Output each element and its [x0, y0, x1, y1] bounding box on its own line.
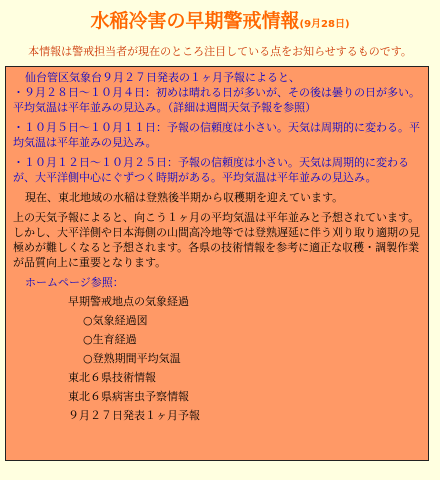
link-tech-info[interactable]: 東北６県技術情報 — [68, 371, 156, 384]
crop-status-note: 現在、東北地域の水稲は登熟後半期から収穫期を迎えています。 — [25, 191, 344, 204]
link-monthly-forecast[interactable]: ９月２７日発表１ヶ月予報 — [68, 409, 200, 422]
intro-notice: 本情報は警戒担当者が現在のところ注目している点をお知らせするものです。 — [28, 45, 412, 58]
homepage-reference-label: ホームページ参照： — [25, 276, 124, 289]
forecast-period-1: ・９月２８日～１０月４日：初めは晴れる日が多いが、その後は曇りの日が多い。平均気温は平年並みの見込み。（詳細は週間天気予報を参照） — [13, 86, 420, 114]
page-title — [0, 9, 440, 37]
link-pest-forecast[interactable]: 東北６県病害虫予察情報 — [68, 390, 189, 403]
forecast-lead: 仙台管区気象台９月２７日発表の１ヶ月予報によると、 — [25, 71, 300, 84]
forecast-period-3: ・１０月１２日～１０月２５日：予報の信頼度は小さい。天気は周期的に変わるが、大平洋側中心にぐずつく時期がある。平均気温は平年並みの見込み。 — [13, 156, 409, 184]
info-box — [5, 66, 429, 461]
link-weather-chart[interactable]: ○気象経過図 — [83, 314, 148, 327]
outlook-note: 上の天気予報によると、向こう１ヶ月の平均気温は平年並みと予想されています。しかし、大平洋側や日本海側の山間高冷地等では登熟遅延に伴う刈り取り適期の見極めが難しくなると予想されます。各県の技術情報を参考に適正な収穫・調製作業が品質向上に重要となります。 — [13, 211, 420, 269]
page-title-date: (9月28日) — [299, 19, 350, 30]
link-growth-progress[interactable]: ○生育経過 — [83, 333, 137, 346]
link-weather-progress[interactable]: 早期警戒地点の気象経過 — [68, 295, 189, 308]
page-title-main: 水稲冷害の早期警戒情報 — [90, 10, 300, 32]
forecast-period-2: ・１０月５日～１０月１１日：予報の信頼度は小さい。天気は周期的に変わる。平均気温は平年並みの見込み。 — [13, 121, 420, 149]
link-ripening-temperature[interactable]: ○登熟期間平均気温 — [83, 352, 181, 365]
